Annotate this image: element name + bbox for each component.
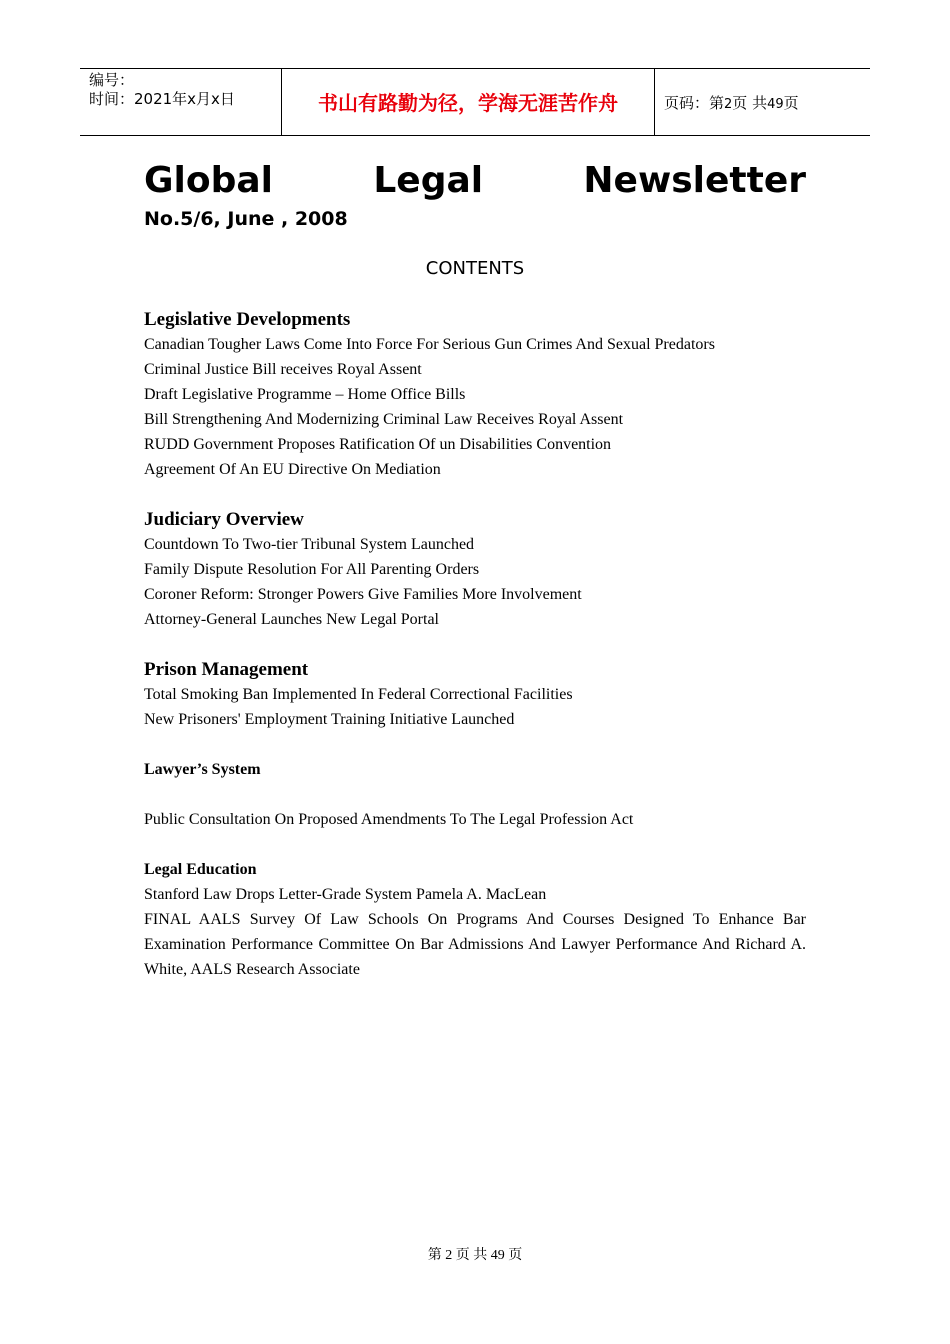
- header-page-info: [664, 93, 799, 115]
- page-number: 2: [724, 97, 733, 112]
- spacer: [144, 482, 806, 507]
- list-item: Stanford Law Drops Letter-Grade System Pamela A. MacLean: [144, 886, 547, 903]
- section-heading-prison: Prison Management: [144, 659, 309, 680]
- serial-number-label: 编号：: [89, 71, 135, 89]
- section-heading-legislative: Legislative Developments: [144, 309, 351, 330]
- list-item: Public Consultation On Proposed Amendments To The Legal Profession Act: [144, 811, 634, 828]
- spacer: [144, 732, 806, 757]
- page-suffix: 页: [783, 94, 799, 112]
- list-item: Attorney-General Launches New Legal Portal: [144, 611, 439, 628]
- list-item: Canadian Tougher Laws Come Into Force For Serious Gun Crimes And Sexual Predators: [144, 336, 715, 353]
- spacer: [144, 782, 806, 807]
- title-word: Legal: [373, 160, 484, 201]
- list-item: Bill Strengthening And Modernizing Criminal Law Receives Royal Assent: [144, 411, 624, 428]
- list-item: Draft Legislative Programme – Home Office Bills: [144, 386, 466, 403]
- list-item: Family Dispute Resolution For All Parenting Orders: [144, 561, 480, 578]
- header-left-cell: [80, 69, 281, 135]
- header-page-cell: [655, 69, 870, 135]
- header-motto: 书山有路勤为径，学海无涯苦作舟: [318, 91, 618, 115]
- page-prefix: 页码：第: [664, 94, 725, 112]
- list-item: Total Smoking Ban Implemented In Federal Correctional Facilities: [144, 686, 573, 703]
- list-item: Agreement Of An EU Directive On Mediation: [144, 461, 441, 478]
- spacer: [144, 632, 806, 657]
- header-motto-cell: [281, 69, 655, 135]
- date-line: 时间：2021年x月x日: [89, 90, 235, 108]
- list-item: Countdown To Two-tier Tribunal System Launched: [144, 536, 475, 553]
- list-item: Coroner Reform: Stronger Powers Give Families More Involvement: [144, 586, 582, 603]
- title-word: Newsletter: [583, 160, 806, 201]
- list-item: FINAL AALS Survey Of Law Schools On Programs And Courses Designed To Enhance Bar Examination Performance Committee On Bar Admissions And Lawyer Performance And Richard A. White, AALS Research Associate: [144, 911, 806, 978]
- title-word: Global: [144, 160, 274, 201]
- spacer: [144, 832, 806, 857]
- section-heading-judiciary: Judiciary Overview: [144, 509, 304, 530]
- section-heading-lawyer: Lawyer’s System: [144, 761, 261, 778]
- page-total: 49: [767, 97, 784, 112]
- contents-list: [144, 307, 806, 982]
- list-item: Criminal Justice Bill receives Royal Assent: [144, 361, 422, 378]
- newsletter-title: [144, 158, 806, 204]
- issue-line: No.5/6, June , 2008: [144, 208, 348, 230]
- page-mid: 页 共: [732, 94, 768, 112]
- page-footer: 第 2 页 共 49 页: [427, 1248, 523, 1263]
- list-item: RUDD Government Proposes Ratification Of un Disabilities Convention: [144, 436, 612, 453]
- contents-heading: CONTENTS: [425, 258, 525, 279]
- section-heading-education: Legal Education: [144, 861, 257, 878]
- page-header: [80, 68, 870, 136]
- list-item: New Prisoners' Employment Training Initiative Launched: [144, 711, 515, 728]
